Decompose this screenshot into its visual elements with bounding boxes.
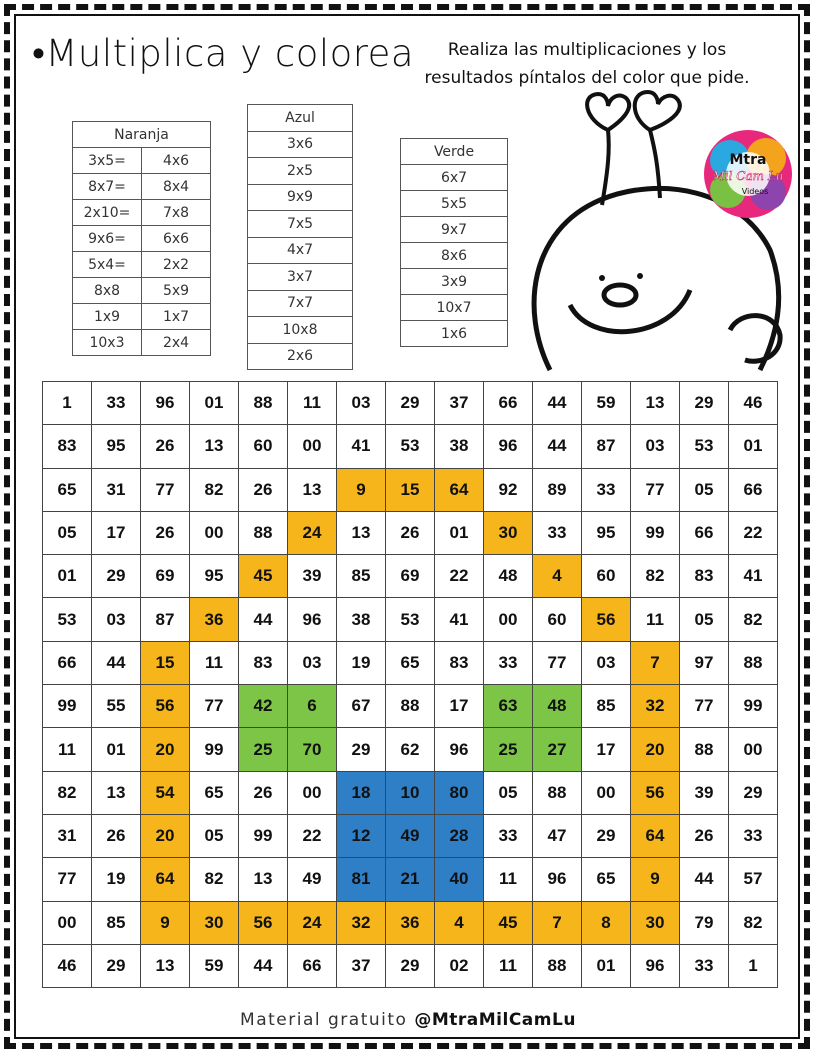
grid-cell[interactable]: 1: [729, 944, 778, 987]
grid-cell[interactable]: 57: [729, 858, 778, 901]
key-cell-azul: 9x9: [248, 184, 353, 211]
grid-cell[interactable]: 82: [729, 598, 778, 641]
grid-cell[interactable]: 24: [288, 511, 337, 554]
grid-cell[interactable]: 29: [92, 555, 141, 598]
grid-cell[interactable]: 18: [337, 771, 386, 814]
grid-cell[interactable]: 05: [680, 468, 729, 511]
grid-cell[interactable]: 13: [141, 944, 190, 987]
grid-cell[interactable]: 01: [582, 944, 631, 987]
grid-cell[interactable]: 01: [435, 511, 484, 554]
grid-row: [43, 771, 778, 814]
grid-cell[interactable]: 26: [141, 511, 190, 554]
grid-cell[interactable]: 30: [484, 511, 533, 554]
key-cell-naranja: 10x3: [73, 330, 142, 356]
grid-cell[interactable]: 65: [190, 771, 239, 814]
grid-cell[interactable]: 17: [92, 511, 141, 554]
grid-cell[interactable]: 44: [533, 425, 582, 468]
grid-cell[interactable]: 00: [288, 771, 337, 814]
grid-cell[interactable]: 25: [239, 728, 288, 771]
grid-cell[interactable]: 77: [680, 685, 729, 728]
grid-cell[interactable]: 64: [631, 814, 680, 857]
key-table-verde: [400, 138, 508, 347]
grid-cell[interactable]: 01: [43, 555, 92, 598]
grid-cell[interactable]: 11: [190, 641, 239, 684]
grid-cell[interactable]: 31: [43, 814, 92, 857]
grid-cell[interactable]: 19: [92, 858, 141, 901]
grid-cell[interactable]: 03: [582, 641, 631, 684]
grid-cell[interactable]: 13: [337, 511, 386, 554]
key-cell-naranja: 9x6=: [73, 226, 142, 252]
key-cell-naranja: 2x2: [142, 252, 211, 278]
grid-row: [43, 685, 778, 728]
grid-cell[interactable]: 64: [435, 468, 484, 511]
grid-cell[interactable]: 95: [190, 555, 239, 598]
grid-row: [43, 598, 778, 641]
grid-cell[interactable]: 00: [484, 598, 533, 641]
grid-cell[interactable]: 88: [533, 771, 582, 814]
grid-cell[interactable]: 53: [386, 425, 435, 468]
grid-cell[interactable]: 97: [680, 641, 729, 684]
key-cell-naranja: 5x9: [142, 278, 211, 304]
grid-cell[interactable]: 26: [239, 468, 288, 511]
grid-cell[interactable]: 66: [288, 944, 337, 987]
grid-cell[interactable]: 45: [484, 901, 533, 944]
grid-row: [43, 944, 778, 987]
grid-cell[interactable]: 88: [239, 511, 288, 554]
grid-cell[interactable]: 42: [239, 685, 288, 728]
grid-cell[interactable]: 28: [435, 814, 484, 857]
grid-cell[interactable]: 77: [43, 858, 92, 901]
grid-cell[interactable]: 82: [631, 555, 680, 598]
grid-cell[interactable]: 45: [239, 555, 288, 598]
footer-credit: [0, 1010, 816, 1030]
grid-cell[interactable]: 66: [484, 382, 533, 425]
grid-cell[interactable]: 77: [533, 641, 582, 684]
grid-cell[interactable]: 24: [288, 901, 337, 944]
grid-row: [43, 858, 778, 901]
key-header-verde: Verde: [401, 139, 508, 165]
key-cell-azul: 4x7: [248, 237, 353, 264]
grid-cell[interactable]: 13: [190, 425, 239, 468]
key-header-naranja: Naranja: [73, 122, 211, 148]
key-cell-naranja: 8x4: [142, 174, 211, 200]
grid-cell[interactable]: 11: [288, 382, 337, 425]
key-cell-azul: 3x6: [248, 131, 353, 158]
grid-cell[interactable]: 62: [386, 728, 435, 771]
grid-cell[interactable]: 9: [631, 858, 680, 901]
grid-cell[interactable]: 88: [386, 685, 435, 728]
grid-row: [43, 555, 778, 598]
grid-cell[interactable]: 82: [190, 468, 239, 511]
instructions: Realiza las multiplicaciones y los resultados píntalos del color que pide.: [424, 40, 750, 88]
grid-cell[interactable]: 20: [631, 728, 680, 771]
grid-cell[interactable]: 26: [386, 511, 435, 554]
footer-handle: @MtraMilCamLu: [414, 1010, 576, 1030]
grid-cell[interactable]: 10: [386, 771, 435, 814]
grid-cell[interactable]: 39: [680, 771, 729, 814]
grid-cell[interactable]: 96: [631, 944, 680, 987]
grid-cell[interactable]: 1: [43, 382, 92, 425]
grid-cell[interactable]: 56: [239, 901, 288, 944]
grid-cell[interactable]: 48: [533, 685, 582, 728]
key-cell-naranja: 5x4=: [73, 252, 142, 278]
grid-row: [43, 425, 778, 468]
grid-cell[interactable]: 03: [92, 598, 141, 641]
grid-cell[interactable]: 60: [582, 555, 631, 598]
grid-cell[interactable]: 95: [582, 511, 631, 554]
grid-cell[interactable]: 05: [190, 814, 239, 857]
grid-cell[interactable]: 7: [631, 641, 680, 684]
grid-cell[interactable]: 29: [729, 771, 778, 814]
grid-row: [43, 814, 778, 857]
grid-cell[interactable]: 33: [729, 814, 778, 857]
grid-cell[interactable]: 96: [288, 598, 337, 641]
grid-cell[interactable]: 15: [386, 468, 435, 511]
grid-cell[interactable]: 30: [190, 901, 239, 944]
grid-cell[interactable]: 36: [386, 901, 435, 944]
grid-cell[interactable]: 60: [533, 598, 582, 641]
grid-cell[interactable]: 02: [435, 944, 484, 987]
grid-cell[interactable]: 13: [92, 771, 141, 814]
grid-cell[interactable]: 44: [92, 641, 141, 684]
grid-cell[interactable]: 95: [92, 425, 141, 468]
grid-cell[interactable]: 41: [729, 555, 778, 598]
grid-cell[interactable]: 87: [141, 598, 190, 641]
grid-cell[interactable]: 83: [435, 641, 484, 684]
number-grid: [42, 381, 778, 988]
grid-cell[interactable]: 31: [92, 468, 141, 511]
grid-cell[interactable]: 8: [582, 901, 631, 944]
grid-cell[interactable]: 65: [43, 468, 92, 511]
grid-cell[interactable]: 36: [190, 598, 239, 641]
grid-cell[interactable]: 25: [484, 728, 533, 771]
grid-cell[interactable]: 44: [239, 944, 288, 987]
grid-cell[interactable]: 60: [239, 425, 288, 468]
grid-cell[interactable]: 12: [337, 814, 386, 857]
key-cell-verde: 3x9: [401, 269, 508, 295]
grid-cell[interactable]: 56: [582, 598, 631, 641]
grid-cell[interactable]: 33: [680, 944, 729, 987]
grid-cell[interactable]: 49: [386, 814, 435, 857]
grid-cell[interactable]: 96: [533, 858, 582, 901]
key-cell-naranja: 7x8: [142, 200, 211, 226]
grid-cell[interactable]: 7: [533, 901, 582, 944]
grid-cell[interactable]: 29: [386, 382, 435, 425]
grid-cell[interactable]: 26: [680, 814, 729, 857]
grid-cell[interactable]: 29: [386, 944, 435, 987]
grid-cell[interactable]: 15: [141, 641, 190, 684]
grid-cell[interactable]: 77: [631, 468, 680, 511]
grid-cell[interactable]: 48: [484, 555, 533, 598]
grid-cell[interactable]: 82: [43, 771, 92, 814]
grid-cell[interactable]: 00: [43, 901, 92, 944]
grid-cell[interactable]: 17: [435, 685, 484, 728]
grid-cell[interactable]: 96: [484, 425, 533, 468]
grid-cell[interactable]: 37: [337, 944, 386, 987]
grid-cell[interactable]: 77: [190, 685, 239, 728]
grid-cell[interactable]: 33: [533, 511, 582, 554]
grid-cell[interactable]: 99: [729, 685, 778, 728]
grid-cell[interactable]: 65: [582, 858, 631, 901]
grid-row: [43, 641, 778, 684]
grid-cell[interactable]: 69: [141, 555, 190, 598]
svg-text:Mil Cam Lu: Mil Cam Lu: [712, 169, 784, 183]
grid-cell[interactable]: 99: [43, 685, 92, 728]
key-cell-verde: 9x7: [401, 217, 508, 243]
key-cell-naranja: 3x5=: [73, 148, 142, 174]
grid-cell[interactable]: 53: [43, 598, 92, 641]
grid-cell[interactable]: 00: [288, 425, 337, 468]
grid-cell[interactable]: 83: [43, 425, 92, 468]
grid-cell[interactable]: 99: [631, 511, 680, 554]
page-title: •Multiplica y colorea: [32, 32, 415, 75]
grid-cell[interactable]: 11: [631, 598, 680, 641]
key-cell-verde: 1x6: [401, 321, 508, 347]
grid-cell[interactable]: 77: [141, 468, 190, 511]
grid-cell[interactable]: 85: [92, 901, 141, 944]
grid-cell[interactable]: 55: [92, 685, 141, 728]
grid-cell[interactable]: 33: [92, 382, 141, 425]
key-table-azul: [247, 104, 353, 370]
grid-cell[interactable]: 88: [533, 944, 582, 987]
grid-cell[interactable]: 13: [239, 858, 288, 901]
grid-cell[interactable]: 53: [386, 598, 435, 641]
key-table-naranja: [72, 121, 211, 356]
grid-cell[interactable]: 59: [190, 944, 239, 987]
grid-row: [43, 728, 778, 771]
svg-text:Mtra: Mtra: [729, 152, 767, 168]
grid-cell[interactable]: 29: [582, 814, 631, 857]
key-cell-naranja: 1x7: [142, 304, 211, 330]
grid-cell[interactable]: 19: [337, 641, 386, 684]
grid-cell[interactable]: 85: [582, 685, 631, 728]
svg-text:Videos: Videos: [741, 187, 769, 196]
grid-cell[interactable]: 00: [190, 511, 239, 554]
key-cell-verde: 8x6: [401, 243, 508, 269]
grid-cell[interactable]: 88: [729, 641, 778, 684]
grid-cell[interactable]: 21: [386, 858, 435, 901]
grid-cell[interactable]: 00: [729, 728, 778, 771]
grid-cell[interactable]: 05: [680, 598, 729, 641]
key-cell-naranja: 4x6: [142, 148, 211, 174]
grid-cell[interactable]: 40: [435, 858, 484, 901]
footer-text: Material gratuito: [240, 1010, 415, 1030]
grid-cell[interactable]: 85: [337, 555, 386, 598]
grid-cell[interactable]: 82: [190, 858, 239, 901]
grid-cell[interactable]: 30: [631, 901, 680, 944]
grid-cell[interactable]: 56: [631, 771, 680, 814]
grid-cell[interactable]: 69: [386, 555, 435, 598]
grid-cell[interactable]: 00: [582, 771, 631, 814]
grid-cell[interactable]: 4: [435, 901, 484, 944]
grid-cell[interactable]: 88: [680, 728, 729, 771]
grid-cell[interactable]: 26: [239, 771, 288, 814]
grid-cell[interactable]: 32: [631, 685, 680, 728]
grid-cell[interactable]: 9: [141, 901, 190, 944]
grid-cell[interactable]: 4: [533, 555, 582, 598]
grid-cell[interactable]: 83: [680, 555, 729, 598]
grid-cell[interactable]: 29: [680, 382, 729, 425]
grid-cell[interactable]: 33: [484, 641, 533, 684]
grid-cell[interactable]: 44: [533, 382, 582, 425]
grid-cell[interactable]: 22: [435, 555, 484, 598]
grid-cell[interactable]: 64: [141, 858, 190, 901]
grid-cell[interactable]: 56: [141, 685, 190, 728]
grid-cell[interactable]: 79: [680, 901, 729, 944]
key-cell-naranja: 1x9: [73, 304, 142, 330]
grid-cell[interactable]: 03: [288, 641, 337, 684]
key-cell-naranja: 8x7=: [73, 174, 142, 200]
key-cell-verde: 6x7: [401, 165, 508, 191]
key-cell-naranja: 2x10=: [73, 200, 142, 226]
key-cell-verde: 5x5: [401, 191, 508, 217]
key-header-azul: Azul: [248, 105, 353, 132]
key-cell-azul: 7x5: [248, 211, 353, 238]
grid-cell[interactable]: 6: [288, 685, 337, 728]
grid-cell[interactable]: 05: [484, 771, 533, 814]
grid-cell[interactable]: 05: [43, 511, 92, 554]
grid-cell[interactable]: 65: [386, 641, 435, 684]
key-cell-naranja: 6x6: [142, 226, 211, 252]
grid-cell[interactable]: 20: [141, 728, 190, 771]
grid-cell[interactable]: 46: [43, 944, 92, 987]
grid-cell[interactable]: 46: [729, 382, 778, 425]
grid-cell[interactable]: 17: [582, 728, 631, 771]
grid-cell[interactable]: 33: [582, 468, 631, 511]
grid-cell[interactable]: 33: [484, 814, 533, 857]
grid-row: [43, 382, 778, 425]
grid-cell[interactable]: 44: [680, 858, 729, 901]
grid-cell[interactable]: 13: [288, 468, 337, 511]
grid-row: [43, 511, 778, 554]
grid-cell[interactable]: 41: [435, 598, 484, 641]
grid-cell[interactable]: 11: [43, 728, 92, 771]
grid-cell[interactable]: 13: [631, 382, 680, 425]
grid-cell[interactable]: 26: [92, 814, 141, 857]
grid-cell[interactable]: 88: [239, 382, 288, 425]
grid-cell[interactable]: 53: [680, 425, 729, 468]
grid-cell[interactable]: 66: [43, 641, 92, 684]
grid-cell[interactable]: 54: [141, 771, 190, 814]
grid-cell[interactable]: 80: [435, 771, 484, 814]
grid-cell[interactable]: 92: [484, 468, 533, 511]
grid-cell[interactable]: 70: [288, 728, 337, 771]
key-cell-naranja: 2x4: [142, 330, 211, 356]
grid-cell[interactable]: 96: [141, 382, 190, 425]
key-cell-naranja: 8x8: [73, 278, 142, 304]
grid-cell[interactable]: 63: [484, 685, 533, 728]
grid-cell[interactable]: 29: [92, 944, 141, 987]
grid-cell[interactable]: 89: [533, 468, 582, 511]
key-cell-azul: 3x7: [248, 264, 353, 291]
grid-cell[interactable]: 38: [435, 425, 484, 468]
grid-cell[interactable]: 20: [141, 814, 190, 857]
key-cell-azul: 2x6: [248, 343, 353, 370]
grid-cell[interactable]: 27: [533, 728, 582, 771]
grid-cell[interactable]: 39: [288, 555, 337, 598]
key-cell-azul: 10x8: [248, 317, 353, 344]
key-cell-verde: 10x7: [401, 295, 508, 321]
grid-cell[interactable]: 87: [582, 425, 631, 468]
key-cell-azul: 7x7: [248, 290, 353, 317]
grid-cell[interactable]: 01: [92, 728, 141, 771]
grid-cell[interactable]: 59: [582, 382, 631, 425]
grid-cell[interactable]: 9: [337, 468, 386, 511]
grid-cell[interactable]: 37: [435, 382, 484, 425]
grid-cell[interactable]: 01: [729, 425, 778, 468]
grid-cell[interactable]: 66: [680, 511, 729, 554]
grid-cell[interactable]: 66: [729, 468, 778, 511]
grid-cell[interactable]: 38: [337, 598, 386, 641]
grid-cell[interactable]: 47: [533, 814, 582, 857]
grid-cell[interactable]: 32: [337, 901, 386, 944]
grid-cell[interactable]: 82: [729, 901, 778, 944]
grid-cell[interactable]: 83: [239, 641, 288, 684]
grid-cell[interactable]: 67: [337, 685, 386, 728]
grid-cell[interactable]: 01: [190, 382, 239, 425]
grid-row: [43, 901, 778, 944]
grid-cell[interactable]: 11: [484, 944, 533, 987]
grid-cell[interactable]: 49: [288, 858, 337, 901]
grid-cell[interactable]: 99: [190, 728, 239, 771]
mtra-milcamlu-logo: [700, 124, 796, 224]
grid-cell[interactable]: 22: [288, 814, 337, 857]
grid-cell[interactable]: 96: [435, 728, 484, 771]
grid-cell[interactable]: 22: [729, 511, 778, 554]
grid-cell[interactable]: 41: [337, 425, 386, 468]
grid-cell[interactable]: 81: [337, 858, 386, 901]
key-cell-azul: 2x5: [248, 158, 353, 185]
grid-row: [43, 468, 778, 511]
grid-cell[interactable]: 29: [337, 728, 386, 771]
grid-cell[interactable]: 99: [239, 814, 288, 857]
grid-cell[interactable]: 44: [239, 598, 288, 641]
grid-cell[interactable]: 03: [631, 425, 680, 468]
grid-cell[interactable]: 26: [141, 425, 190, 468]
grid-cell[interactable]: 03: [337, 382, 386, 425]
grid-cell[interactable]: 11: [484, 858, 533, 901]
